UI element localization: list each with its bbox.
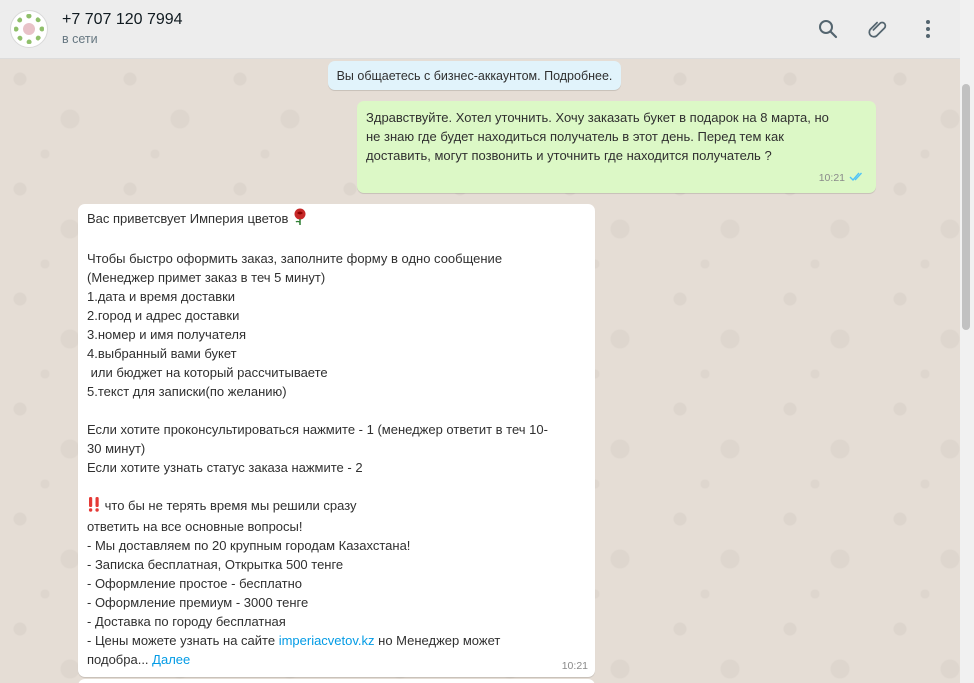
next-incoming-message[interactable] <box>78 679 595 683</box>
text-line: - Оформление премиум - 3000 тенге <box>87 595 309 610</box>
incoming-message-text <box>87 208 587 669</box>
chat-header <box>0 0 960 59</box>
text-line: или бюджет на который рассчитываете <box>87 365 328 380</box>
message-time: 10:21 <box>818 172 845 184</box>
text-line: Чтобы быстро оформить заказ, заполните форму в одно сообщение <box>87 251 503 266</box>
search-icon[interactable] <box>814 15 842 43</box>
site-link[interactable]: imperiacvetov.kz <box>278 633 375 648</box>
message-meta <box>819 169 865 187</box>
message-meta <box>562 656 588 674</box>
header-actions <box>814 15 942 43</box>
read-ticks-icon <box>849 169 865 187</box>
text-line: - Записка бесплатная, Открытка 500 тенге <box>87 557 344 572</box>
incoming-message[interactable] <box>78 204 595 677</box>
avatar-logo-center <box>23 23 35 35</box>
text-line: 5.текст для записки(по желанию) <box>87 384 287 399</box>
read-more-link[interactable]: Далее <box>152 652 191 667</box>
truncated-text: подобра... <box>87 652 149 667</box>
text-line: - Мы доставляем по 20 крупным городам Казахстана! <box>87 538 411 553</box>
message-time: 10:21 <box>561 660 588 672</box>
rose-emoji-icon <box>292 208 308 230</box>
text-line <box>87 230 587 249</box>
text-line: 1.дата и время доставки <box>87 289 236 304</box>
text-line: 3.номер и имя получателя <box>87 327 247 342</box>
contact-avatar[interactable] <box>10 10 48 48</box>
contact-name: +7 707 120 7994 <box>62 11 183 28</box>
menu-dots-icon[interactable] <box>914 15 942 43</box>
text-line <box>87 477 587 496</box>
paperclip-icon[interactable] <box>864 15 892 43</box>
business-account-notice[interactable]: Вы общаетесь с бизнес-аккаунтом. Подробнее. <box>328 61 621 90</box>
text-line <box>87 650 587 669</box>
text-line: ответить на все основные вопросы! <box>87 519 303 534</box>
text-line: 2.город и адрес доставки <box>87 308 240 323</box>
outgoing-message-text <box>366 108 866 165</box>
text-line: Если хотите узнать статус заказа нажмите - 2 <box>87 460 363 475</box>
text-line: - Оформление простое - бесплатно <box>87 576 303 591</box>
text-line <box>87 401 587 420</box>
text-line: 4.выбранный вами букет <box>87 346 237 361</box>
contact-info[interactable] <box>62 10 183 48</box>
text-line: - Доставка по городу бесплатная <box>87 614 286 629</box>
greeting-text: Вас приветсвует Империя цветов <box>87 211 289 226</box>
price-prefix-text: - Цены можете узнать на сайте <box>87 633 279 648</box>
text-line <box>87 631 587 650</box>
text-line: Если хотите проконсультироваться нажмите - 1 (менеджер ответит в теч 10- <box>87 422 548 437</box>
text-line <box>87 208 587 230</box>
text-line: Здравствуйте. Хотел уточнить. Хочу заказать букет в подарок на 8 марта, но <box>366 110 829 125</box>
text-line: не знаю где будет находиться получатель в этот день. Перед тем как <box>366 129 784 144</box>
message-list[interactable] <box>0 59 960 683</box>
notice-text: что бы не терять время мы решили сразу <box>101 498 357 513</box>
text-line: (Менеджер примет заказ в теч 5 минут) <box>87 270 326 285</box>
text-line <box>87 496 587 517</box>
text-line: 30 минут) <box>87 441 146 456</box>
double-exclamation-icon <box>87 496 101 517</box>
price-suffix-text: но Менеджер может <box>374 633 501 648</box>
contact-status: в сети <box>62 32 98 46</box>
text-line: доставить, могут позвонить и уточнить где находится получатель ? <box>366 148 772 163</box>
scrollbar-thumb[interactable] <box>962 84 970 330</box>
outgoing-message[interactable] <box>357 101 876 193</box>
